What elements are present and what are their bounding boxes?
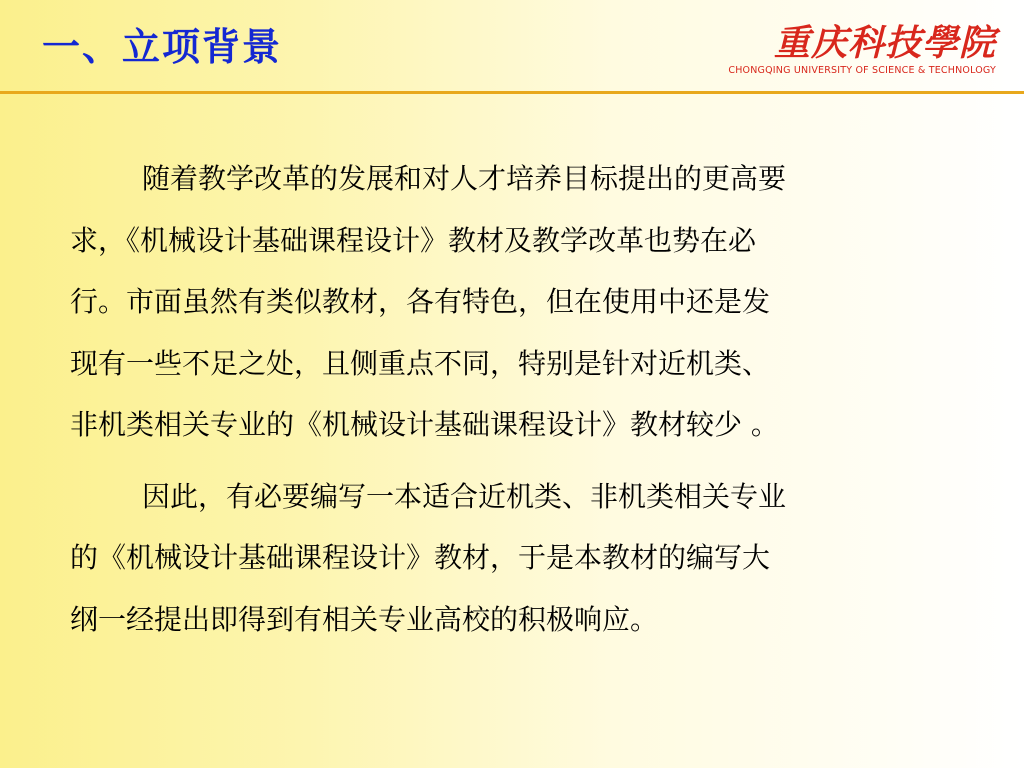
logo-chinese-name: 重庆科技學院 [773,22,996,64]
paragraph-line: 因此，有必要编写一本适合近机类、非机类相关专业 [142,479,787,513]
paragraph-line: 纲一经提出即得到有相关专业高校的积极响应。 [70,602,659,636]
slide-title: 一、立项背景 [42,24,283,69]
paragraph-line: 行。市面虽然有类似教材，各有特色，但在使用中还是发 [70,285,771,318]
paragraph-background [70,148,940,456]
university-logo [728,22,996,82]
paragraph-line: 现有一些不足之处，且侧重点不同，特别是针对近机类、 [70,346,771,380]
logo-english-name: CHONGQING UNIVERSITY OF SCIENCE & TECHNOLOGY [728,65,996,76]
paragraph-conclusion [70,466,940,651]
title-divider [0,91,1024,94]
paragraph-line: 随着教学改革的发展和对人才培养目标提出的更高要 [142,162,787,195]
paragraph-line: 求，《机械设计基础课程设计》教材及教学改革也势在必 [70,223,757,257]
paragraph-line: 非机类相关专业的《机械设计基础课程设计》教材较少 。 [70,408,779,441]
paragraph-line: 的《机械设计基础课程设计》教材，于是本教材的编写大 [70,541,771,574]
slide-body [70,148,940,650]
